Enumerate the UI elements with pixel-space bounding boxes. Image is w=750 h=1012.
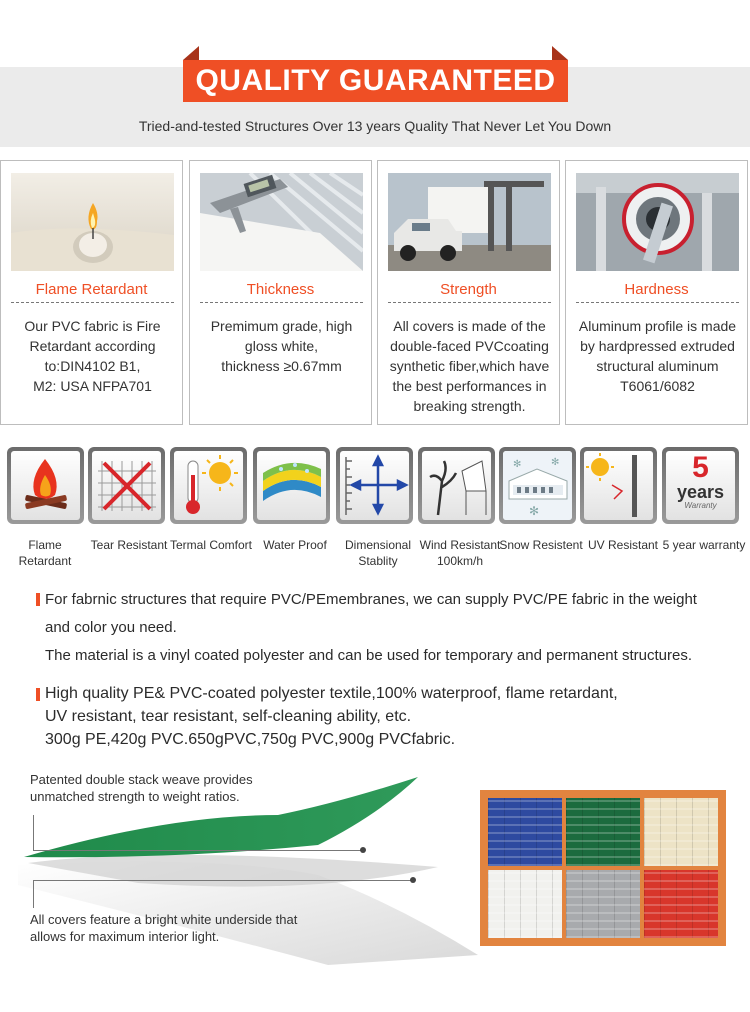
icon-label-warranty: 5 year warranty — [662, 538, 746, 552]
swatch-blue — [488, 798, 562, 866]
paragraph-line: and color you need. — [45, 619, 177, 636]
feature-title: Thickness — [246, 281, 315, 298]
feature-title: Flame Retardant — [35, 281, 148, 298]
icon-label-water: Water Proof — [263, 538, 327, 552]
diagram-note-bottom: All covers feature a bright white underside that allows for maximum interior light. — [30, 912, 298, 944]
subtitle: Tried-and-tested Structures Over 13 years Quality That Never Let You Down — [138, 118, 612, 134]
icon-label-uv: UV Resistant — [587, 538, 659, 552]
icon-label-tear: Tear Resistant — [90, 538, 168, 552]
svg-text:✻: ✻ — [529, 504, 540, 518]
quality-banner — [183, 52, 568, 102]
dashed-divider — [388, 302, 551, 303]
pointer-line-bottom — [33, 880, 34, 908]
hardness-photo — [576, 173, 739, 271]
svg-text:✻: ✻ — [551, 457, 560, 468]
dashed-divider — [11, 302, 174, 303]
swatch-green — [566, 798, 640, 866]
thickness-photo — [200, 173, 363, 271]
snow-resistant-icon — [499, 447, 576, 524]
icon-label-flame: Flame Retardant — [18, 538, 72, 568]
tear-resistant-icon — [88, 447, 165, 524]
feature-description: Premimum grade, high gloss white, thickness ≥0.67mm — [210, 318, 353, 374]
swatch-white — [488, 870, 562, 938]
icon-label-wind: Wind Resistant 100km/h — [419, 538, 501, 568]
bullet-marker — [36, 593, 40, 606]
feature-title: Strength — [440, 281, 497, 298]
paragraph-line: UV resistant, tear resistant, self-cleaning ability, etc. — [45, 708, 412, 725]
feature-card-thickness — [189, 160, 372, 425]
warranty-badge-icon: 5 years Warranty — [662, 447, 739, 524]
feature-title: Hardness — [624, 281, 689, 298]
pointer-dot-bottom — [410, 877, 416, 883]
feature-description: All covers is made of the double-faced PVCcoating synthetic fiber,which have the best performances in breaking strength. — [389, 318, 550, 414]
fabric-layer-diagram — [18, 775, 478, 975]
wind-resistant-icon — [418, 447, 495, 524]
uv-resistant-icon — [580, 447, 657, 524]
paragraph-line: For fabrnic structures that require PVC/PEmembranes, we can supply PVC/PE fabric in the weight — [45, 591, 697, 608]
dashed-divider — [576, 302, 739, 303]
banner-fold-left — [183, 46, 199, 60]
swatch-cream — [644, 798, 718, 866]
icon-label-snow: Snow Resistent — [499, 538, 583, 552]
svg-text:✻: ✻ — [513, 459, 522, 470]
diagram-note-top: Patented double stack weave provides unmatched strength to weight ratios. — [30, 772, 253, 804]
paragraph-line: The material is a vinyl coated polyester and can be used for temporary and permanent structures. — [45, 647, 692, 664]
pointer-line-bottom-h — [33, 880, 413, 881]
bullet-marker — [36, 688, 40, 701]
thermometer-sun-icon — [170, 447, 247, 524]
banner-face — [183, 60, 568, 102]
pointer-dot-top — [360, 847, 366, 853]
banner-fold-right — [552, 46, 568, 60]
flame-icon — [7, 447, 84, 524]
strength-photo — [388, 173, 551, 271]
paragraph-line: 300g PE,420g PVC.650gPVC,750g PVC,900g PVCfabric. — [45, 731, 456, 748]
pointer-line-top-h — [33, 850, 363, 851]
feature-description: Our PVC fabric is Fire Retardant according to:DIN4102 B1, M2: USA NFPA701 — [24, 318, 161, 394]
pointer-line-top — [33, 815, 34, 850]
feature-card-flame — [0, 160, 183, 425]
feature-description: Aluminum profile is made by hardpressed extruded structural aluminum T6061/6082 — [578, 318, 737, 394]
swatch-red — [644, 870, 718, 938]
dimensional-stability-icon — [336, 447, 413, 524]
flame-photo — [11, 173, 174, 271]
paragraph-line: High quality PE& PVC-coated polyester textile,100% waterproof, flame retardant, — [45, 685, 618, 702]
banner-title: QUALITY GUARANTEED — [195, 64, 556, 97]
water-proof-icon — [253, 447, 330, 524]
dashed-divider — [200, 302, 363, 303]
icon-label-dimensional: Dimensional Stablity — [344, 538, 412, 568]
feature-card-strength — [377, 160, 560, 425]
feature-card-hardness — [565, 160, 748, 425]
swatch-grey — [566, 870, 640, 938]
icon-label-thermal: Termal Comfort — [169, 538, 252, 552]
color-swatch-grid — [480, 790, 726, 946]
